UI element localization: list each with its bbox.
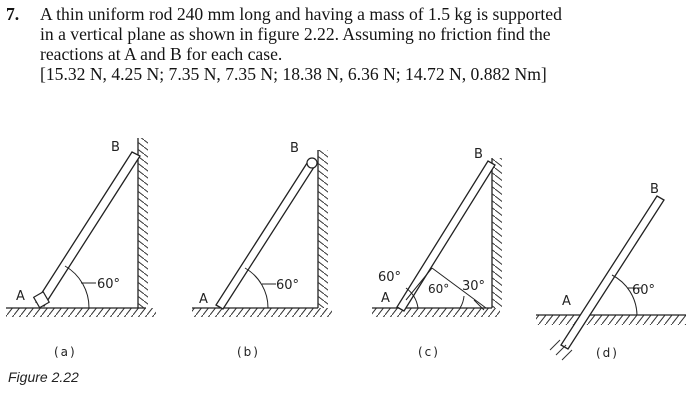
angle-label-c-top: 60° xyxy=(378,270,402,285)
point-b-label-c: B xyxy=(474,147,483,162)
problem-line-2: in a vertical plane as shown in figure 2.22. Assuming no friction find the xyxy=(40,24,551,44)
point-b-label-d: B xyxy=(650,182,659,197)
case-label-c: (c) xyxy=(418,345,440,359)
case-d-diagram xyxy=(536,182,686,360)
ground-hatch-d xyxy=(536,315,686,325)
figure-caption: Figure 2.22 xyxy=(8,369,79,385)
rod-d xyxy=(561,196,664,349)
problem-line-3: reactions at A and B for each case. xyxy=(40,44,283,64)
point-b-label-a: B xyxy=(111,140,120,155)
angle-label-c-right: 30° xyxy=(462,279,486,294)
point-a-label-c: A xyxy=(381,291,390,306)
wall-hatch-a xyxy=(138,138,148,308)
problem-line-1: 7. A thin uniform rod 240 mm long and having a mass of 1.5 kg is supported xyxy=(6,4,562,24)
case-label-d: (d) xyxy=(596,346,619,360)
case-label-a: (a) xyxy=(54,345,77,359)
case-b-diagram xyxy=(192,141,332,359)
roller-b xyxy=(307,158,317,168)
angle-label-c-mid: 60° xyxy=(428,282,450,296)
point-a-label-b: A xyxy=(199,292,208,307)
point-a-label-a: A xyxy=(16,289,25,304)
angle-label-b: 60° xyxy=(276,278,300,293)
angle-label-d: 60° xyxy=(632,283,656,298)
point-a-label-d: A xyxy=(562,294,571,309)
ground-hatch-b xyxy=(192,308,332,317)
case-c-diagram xyxy=(372,147,502,359)
case-label-b: (b) xyxy=(237,345,260,359)
angle-arc-b xyxy=(245,268,268,308)
angle-arc-a xyxy=(65,266,89,308)
wall-hatch-b xyxy=(318,150,328,308)
ground-hatch-a xyxy=(6,308,156,317)
answers-line: [15.32 N, 4.25 N; 7.35 N, 7.35 N; 18.38 N, 6.36 N; 14.72 N, 0.882 Nm] xyxy=(40,64,547,84)
ground-hatch-c xyxy=(372,308,500,317)
case-a-diagram xyxy=(6,138,156,359)
rod-b xyxy=(216,160,316,309)
angle-label-a: 60° xyxy=(97,277,121,292)
wall-hatch-c xyxy=(492,158,502,308)
point-b-label-b: B xyxy=(290,141,299,156)
problem-number: 7. xyxy=(6,4,20,24)
